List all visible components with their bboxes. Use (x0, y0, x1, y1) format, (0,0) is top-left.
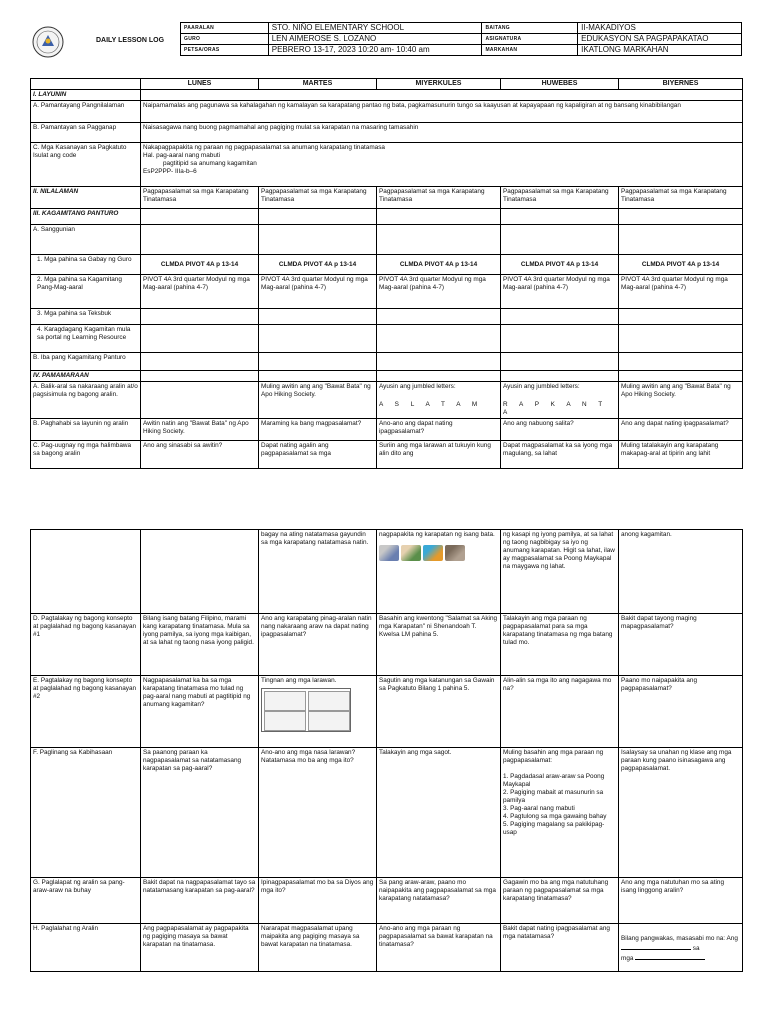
guide-fri: CLMDA PIVOT 4A p 13-14 (619, 255, 743, 275)
jumble-letters: A S L A T A M (379, 401, 483, 408)
guide-tue: CLMDA PIVOT 4A p 13-14 (259, 255, 377, 275)
subject-key: ASIGNATURA (482, 34, 578, 45)
discuss2-mon: Nagpapasalamat ka ba sa mga karapatang tinatamasa mo tulad ng pag-aaral nang mabuti at pagtitipid ng anumang kagamitan? (141, 676, 259, 748)
motive-mon: Awitin natin ang "Bawat Bata" ng Apo Hiking Society. (141, 419, 259, 441)
row-label: G. Paglalapat ng aralin sa pang-araw-araw na buhay (31, 878, 141, 924)
header-info-table (180, 22, 742, 56)
motive-wed: Ano-ano ang dapat nating ipagpasalamat? (377, 419, 501, 441)
module-wed: PIVOT 4A 3rd quarter Modyul ng mga Mag-aaral (pahina 4-7) (377, 275, 501, 309)
generalize-tue: Nararapat magpasalamat upang maipakita ang pagiging masaya sa bawat karapatan na tinatamasa. (259, 924, 377, 972)
picture-quadrant (264, 691, 306, 711)
content-wed: Pagpapasalamat sa mga Karapatang Tinatamasa (377, 187, 501, 209)
row-continuation (31, 530, 743, 614)
closing-text-3: mga (621, 955, 634, 962)
mastery-mon: Sa paanong paraan ka nagpapasalamat sa natatamasang karapatan sa pag-aaral? (141, 748, 259, 878)
generalize-fri (619, 924, 743, 972)
guide-thu: CLMDA PIVOT 4A p 13-14 (501, 255, 619, 275)
apply-wed: Sa pang araw-araw, paano mo naipapakita ang pagpapasalamat sa mga karapatang natatamasa? (377, 878, 501, 924)
jumble-letters: R A P K A N T A (503, 401, 608, 416)
section-label: I. LAYUNIN (31, 90, 141, 101)
review-wed (377, 382, 501, 419)
apply-mon: Bakit dapat na nagpapasalamat tayo sa natatamasang karapatan sa pag-aaral? (141, 878, 259, 924)
motive-fri: Ano ang dapat nating ipagpasalamat? (619, 419, 743, 441)
row-paglalapat (31, 878, 743, 924)
row-paglalahat (31, 924, 743, 972)
discuss2-tue (259, 676, 377, 748)
row-iba-pang-kagamitan (31, 353, 743, 371)
child-rights-picture-3 (423, 545, 443, 561)
discuss2-instruction: Tingnan ang mga larawan. (261, 677, 337, 684)
discuss1-wed: Basahin ang kwentong "Salamat sa Aking mga Karapatan" ni Shenandoah T. Kwelsa LM pahina 5. (377, 614, 501, 676)
row-label: III. KAGAMITANG PANTURO (31, 209, 141, 225)
discuss1-fri: Bakit dapat tayong maging mapagpasalamat? (619, 614, 743, 676)
discuss2-fri: Paano mo naipapakita ang pagpapasalamat? (619, 676, 743, 748)
module-thu: PIVOT 4A 3rd quarter Modyul ng mga Mag-aaral (pahina 4-7) (501, 275, 619, 309)
competency-code: EsP2PPP- IIIa-b–6 (143, 168, 197, 175)
row-pagtalakay-1 (31, 614, 743, 676)
row-label: H. Paglalahat ng Aralin (31, 924, 141, 972)
module-tue: PIVOT 4A 3rd quarter Modyul ng mga Mag-aaral (pahina 4-7) (259, 275, 377, 309)
discuss2-wed: Sagutin ang mga katanungan sa Gawain sa Pagkatuto Bilang 1 pahina 5. (377, 676, 501, 748)
lesson-table-part2 (30, 529, 743, 972)
section-layunin (31, 90, 743, 101)
motive-thu: Ano ang nabuong salita? (501, 419, 619, 441)
apply-tue: Ipinagpapasalamat mo ba sa Diyos ang mga ito? (259, 878, 377, 924)
picture-quadrant (308, 691, 350, 711)
row-label: E. Pagtalakay ng bagong konsepto at paglalahad ng bagong kasanayan #2 (31, 676, 141, 748)
row-label: 1. Mga pahina sa Gabay ng Guro (31, 255, 141, 275)
row-teksbuk (31, 309, 743, 325)
discuss1-thu: Talakayin ang mga paraan ng pagpapasalamat para sa mga karapatang tinatamasa ng mga batang tulad mo. (501, 614, 619, 676)
jumble-instruction: Ayusin ang jumbled letters: (503, 383, 580, 390)
day-header-row (31, 79, 743, 90)
document-title: DAILY LESSON LOG (95, 37, 165, 44)
row-label: C. Mga Kasanayan sa Pagkatuto Isulat ang code (31, 143, 141, 187)
cont-thu: ng kasapi ng iyong pamilya, at sa lahat ng taong nagbibigay sa iyo ng anumang karapatan. Higit sa lahat, ilaw ay magpasalamat sa Poong Maykapal na maygawa ng lahat. (501, 530, 619, 614)
row-label: F. Paglinang sa Kabihasaan (31, 748, 141, 878)
discuss1-tue: Ano ang karapatang pinag-aralan natin nang nakaraang araw na dapat nating ipagpasalamat? (259, 614, 377, 676)
row-sanggunian (31, 225, 743, 255)
closing-prompt-2 (621, 953, 740, 963)
teacher-key: GURO (181, 34, 269, 45)
apply-thu: Gagawin mo ba ang mga natutuhang paraan ng pagpapasalamat sa mga karapatang tinatamasa? (501, 878, 619, 924)
date-value: PEBRERO 13-17, 2023 10:20 am- 10:40 am (268, 45, 482, 56)
discuss1-mon: Bilang isang batang Filipino, marami kang karapatang tinatamasa. Mula sa iyong pamilya, sa iyong mga kaibigan, at sa lahat ng taong nasa iyong paligid. (141, 614, 259, 676)
row-label: II. NILALAMAN (31, 187, 141, 209)
closing-text-2: sa (692, 945, 700, 952)
quarter-key: MARKAHAN (482, 45, 578, 56)
child-rights-picture-2 (401, 545, 421, 561)
row-balik-aral (31, 382, 743, 419)
picture-quadrant (264, 711, 306, 731)
school-key: PAARALAN (181, 23, 269, 34)
row-karagdagang-kagamitan (31, 325, 743, 353)
row-kasanayan (31, 143, 743, 187)
motive-tue: Maraming ka bang magpasalamat? (259, 419, 377, 441)
day-friday: BIYERNES (619, 79, 743, 90)
grade-key: BAITANG (482, 23, 578, 34)
row-pag-uugnay (31, 441, 743, 469)
row-pagtalakay-2 (31, 676, 743, 748)
section-pamamaraan (31, 371, 743, 382)
grade-value: II-MAKADIYOS (578, 23, 742, 34)
quarter-value: IKATLONG MARKAHAN (578, 45, 742, 56)
row-value (141, 143, 743, 187)
cont-wed (377, 530, 501, 614)
row-label: B. Paghahabi sa layunin ng aralin (31, 419, 141, 441)
mastery-tue: Ano-ano ang mga nasa larawan? Natatamasa mo ba ang mga ito? (259, 748, 377, 878)
review-fri: Muling awitin ang ang "Bawat Bata" ng Apo Hiking Society. (619, 382, 743, 419)
row-label: D. Pagtalakay ng bagong konsepto at paglalahad ng bagong kasanayan #1 (31, 614, 141, 676)
pictures-panel (261, 688, 351, 732)
competency-text: Nakapagpapakita ng paraan ng pagpapasalamat sa anumang karapatang tinatamasa (143, 144, 385, 151)
fill-blank (621, 943, 691, 950)
row-nilalaman (31, 187, 743, 209)
row-pamantayan-pagganap (31, 123, 743, 143)
generalize-mon: Ang pagpapasalamat ay pagpapakita ng pagiging masaya sa bawat karapatan na tinatamasa. (141, 924, 259, 972)
teacher-value: LEN AIMEROSE S. LOZANO (268, 34, 482, 45)
connect-fri: Muling tatalakayin ang karapatang makapag-aral at tipirin ang lahit (619, 441, 743, 469)
module-fri: PIVOT 4A 3rd quarter Modyul ng mga Mag-aaral (pahina 4-7) (619, 275, 743, 309)
section-label: IV. PAMAMARAAN (31, 371, 141, 382)
gratitude-item: 2. Pagiging mabait at masunurin sa pamilya (503, 789, 604, 804)
cont-mon (141, 530, 259, 614)
gratitude-item: 4. Pagtulong sa mga gawaing bahay (503, 813, 607, 820)
mastery-fri: Isalaysay sa unahan ng klase ang mga paraan kung paano isinasagawa ang pagpapasalamat. (619, 748, 743, 878)
connect-mon: Ano ang sinasabi sa awitin? (141, 441, 259, 469)
review-tue: Muling awitin ang ang "Bawat Bata" ng Apo Hiking Society. (259, 382, 377, 419)
header-row-date (181, 45, 742, 56)
closing-prompt (621, 935, 740, 953)
guide-wed: CLMDA PIVOT 4A p 13-14 (377, 255, 501, 275)
row-label: A. Sanggunian (31, 225, 141, 255)
review-mon (141, 382, 259, 419)
connect-thu: Dapat magpasalamat ka sa iyong mga magulang, sa lahat (501, 441, 619, 469)
generalize-thu: Bakit dapat nating ipagpasalamat ang mga natatamasa? (501, 924, 619, 972)
review-thu (501, 382, 619, 419)
child-rights-picture-1 (379, 545, 399, 561)
day-wednesday: MIYERKULES (377, 79, 501, 90)
cont-tue: bagay na ating natatamasa gayundin sa mga karapatang natatamasa natin. (259, 530, 377, 614)
row-pamantayang-pangnilalaman (31, 101, 743, 123)
row-gabay-guro (31, 255, 743, 275)
row-kagamitang-mag-aaral (31, 275, 743, 309)
row-paghahabi (31, 419, 743, 441)
connect-tue: Dapat nating agalin ang pagpapasalamat sa mga (259, 441, 377, 469)
content-fri: Pagpapasalamat sa mga Karapatang Tinatamasa (619, 187, 743, 209)
row-value: Naisasagawa nang buong pagmamahal ang pagiging mulat sa karapatan na masaring tamasahin (141, 123, 743, 143)
school-value: STO. NIÑO ELEMENTARY SCHOOL (268, 23, 482, 34)
row-label: A. Balik-aral sa nakaraang aralin at/o pagsisimula ng bagong aralin. (31, 382, 141, 419)
row-label: 2. Mga pahina sa Kagamitang Pang-Mag-aaral (31, 275, 141, 309)
fill-blank (635, 953, 705, 960)
module-mon: PIVOT 4A 3rd quarter Modyul ng mga Mag-aaral (pahina 4-7) (141, 275, 259, 309)
lesson-log-header (30, 22, 742, 62)
connect-wed: Suriin ang mga larawan at tukuyin kung alin dito ang (377, 441, 501, 469)
row-label: B. Iba pang Kagamitang Panturo (31, 353, 141, 371)
row-label: 4. Karagdagang Kagamitan mula sa portal ng Learning Resource (31, 325, 141, 353)
day-tuesday: MARTES (259, 79, 377, 90)
row-value: Naipamamalas ang pagunawa sa kahalagahan ng kamalayan sa karapatang pantao ng bata, pagkamasunurin tungo sa kaayusan at kapayapaan ng kapaligiran at ng bansang kinabibilangan (141, 101, 743, 123)
row-label: C. Pag-uugnay ng mga halimbawa sa bagong aralin (31, 441, 141, 469)
mastery-wed: Talakayin ang mga sagot. (377, 748, 501, 878)
closing-text: Bilang pangwakas, masasabi mo na: Ang (621, 935, 738, 942)
picture-strip (379, 539, 498, 564)
guide-mon: CLMDA PIVOT 4A p 13-14 (141, 255, 259, 275)
header-row-teacher (181, 34, 742, 45)
subject-value: EDUKASYON SA PAGPAPAKATAO (578, 34, 742, 45)
apply-fri: Ano ang mga natutuhan mo sa ating isang linggong aralin? (619, 878, 743, 924)
deped-seal-icon (32, 26, 64, 58)
child-rights-picture-4 (445, 545, 465, 561)
day-thursday: HUWEBES (501, 79, 619, 90)
competency-example-2: pagtitipid sa anumang kagamitan (163, 160, 257, 167)
gratitude-item: 1. Pagdadasal araw-araw sa Poong Maykapal (503, 773, 605, 788)
content-tue: Pagpapasalamat sa mga Karapatang Tinatamasa (259, 187, 377, 209)
row-label: A. Pamantayang Pangnilalaman (31, 101, 141, 123)
generalize-wed: Ano-ano ang mga paraan ng pagpapasalamat sa bawat karapatan na tinatamasa? (377, 924, 501, 972)
row-paglinang (31, 748, 743, 878)
cont-fri: anong kagamitan. (619, 530, 743, 614)
gratitude-item: 5. Pagiging magalang sa pakikipag-usap (503, 821, 605, 836)
date-key: PETSA/ORAS (181, 45, 269, 56)
row-label: B. Pamantayan sa Pagganap (31, 123, 141, 143)
day-monday: LUNES (141, 79, 259, 90)
gratitude-item: 3. Pag-aaral nang mabuti (503, 805, 575, 812)
mastery-thu (501, 748, 619, 878)
cont-text: nagpapakita ng karapatan ng isang bata. (379, 531, 495, 538)
discuss2-thu: Alin-alin sa mga ito ang nagagawa mo na? (501, 676, 619, 748)
row-label: 3. Mga pahina sa Teksbuk (31, 309, 141, 325)
header-row-school (181, 23, 742, 34)
lesson-table-part1 (30, 78, 743, 469)
competency-example: Hal. pag-aaral nang mabuti (143, 152, 221, 159)
row-kagamitang-panturo (31, 209, 743, 225)
content-thu: Pagpapasalamat sa mga Karapatang Tinatamasa (501, 187, 619, 209)
jumble-instruction: Ayusin ang jumbled letters: (379, 383, 456, 390)
corner-cell (31, 79, 141, 90)
picture-quadrant (308, 711, 350, 731)
content-mon: Pagpapasalamat sa mga Karapatang Tinatamasa (141, 187, 259, 209)
mastery-intro: Muling basahin ang mga paraan ng pagpapasalamat: (503, 749, 604, 764)
